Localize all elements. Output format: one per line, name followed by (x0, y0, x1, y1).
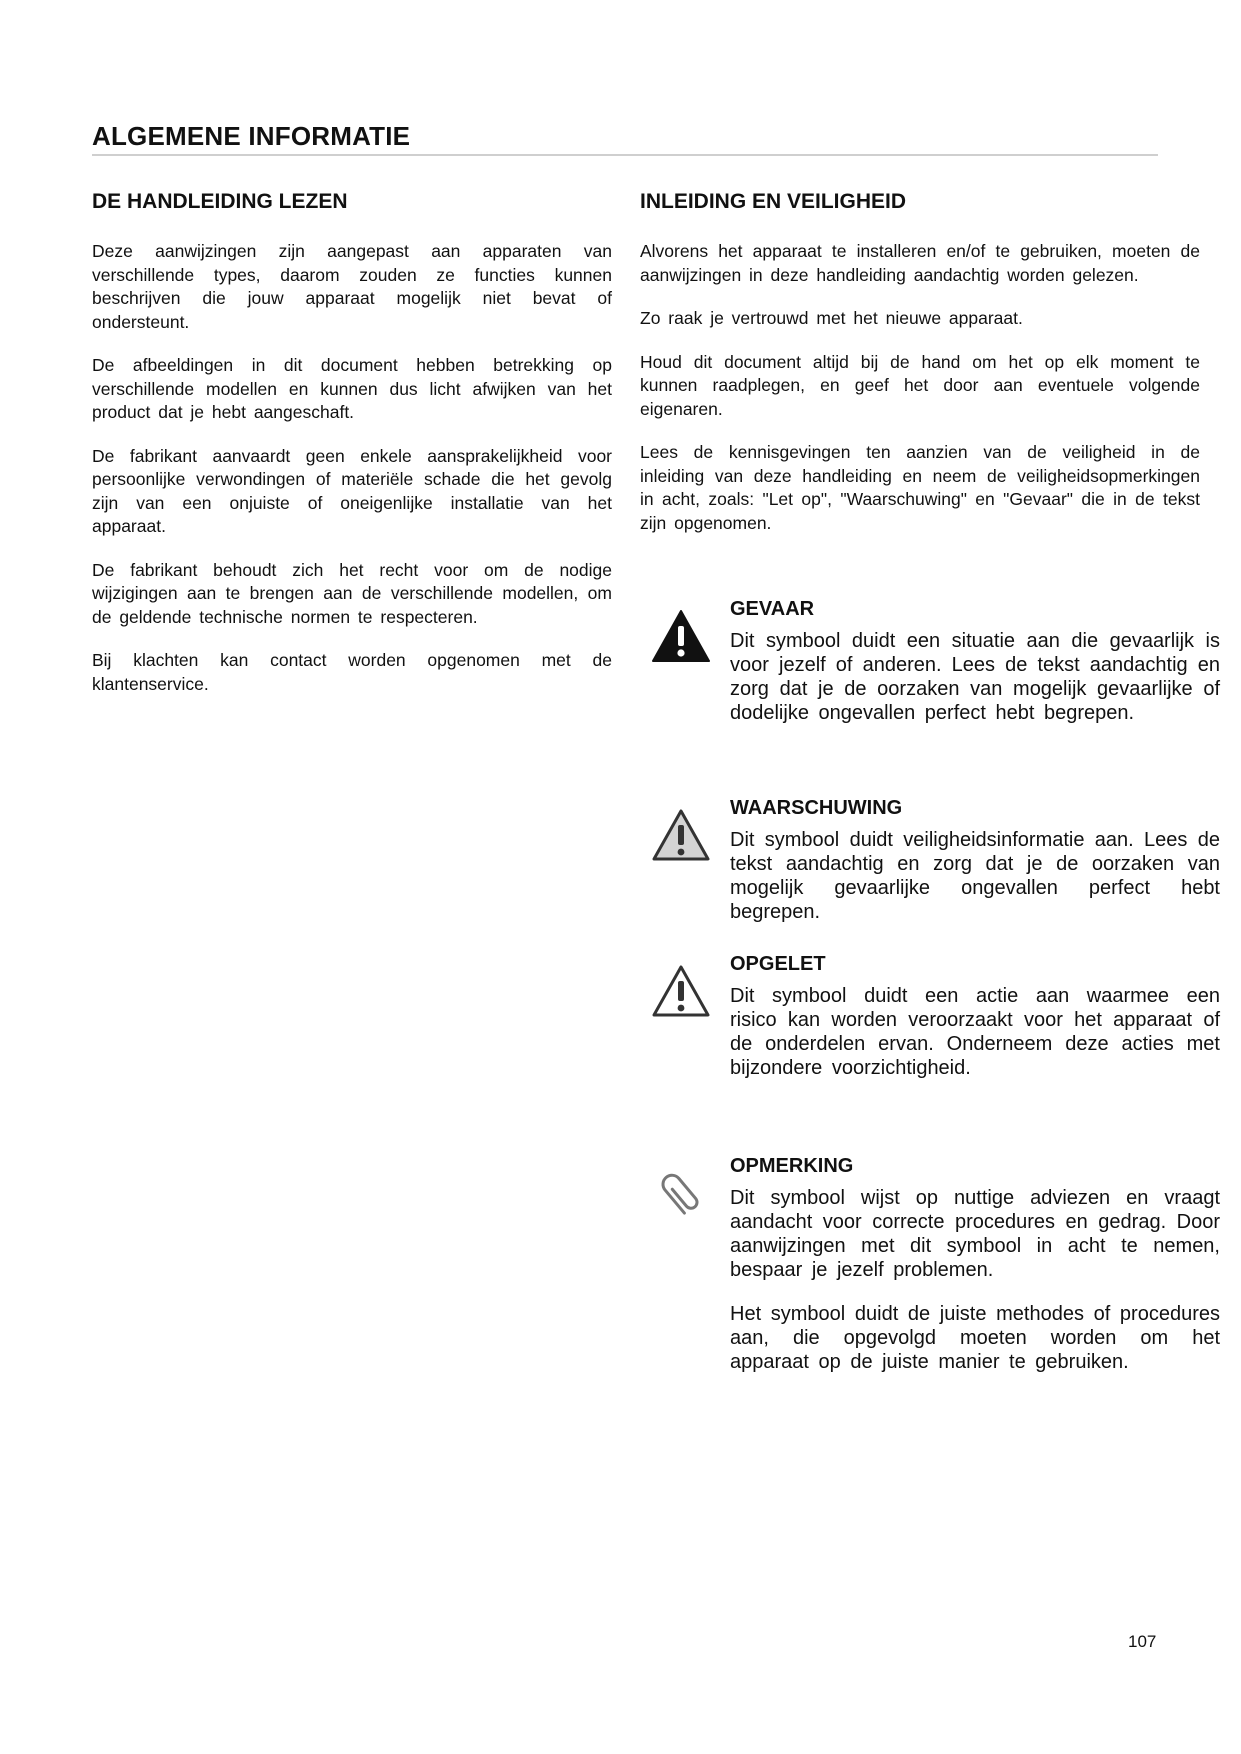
paragraph: De fabrikant aanvaardt geen enkele aansprakelijkheid voor persoonlijke verwondingen of materiële schade die het gevolg zijn van een onjuiste of oneigenlijke installatie van het apparaat. (92, 445, 612, 536)
notice-text: Dit symbool wijst op nuttige adviezen en vraagt aandacht voor correcte procedures en gedrag. Door aanwijzingen met dit symbool in acht te nemen, bespaar je jezelf problemen. (730, 1187, 1220, 1281)
title-divider (92, 154, 1158, 156)
paragraph: De afbeeldingen in dit document hebben betrekking op verschillende modellen en kunnen dus licht afwijken van het product dat je hebt aangeschaft. (92, 355, 612, 422)
section-heading-manual: DE HANDLEIDING LEZEN (92, 190, 348, 213)
notice-title: OPMERKING (730, 1155, 854, 1177)
section-heading-safety: INLEIDING EN VEILIGHEID (640, 190, 907, 213)
paragraph: Deze aanwijzingen zijn aangepast aan apparaten van verschillende types, daarom zouden ze functies kunnen beschrijven die jouw apparaat mogelijk niet bevat of ondersteunt. (92, 241, 612, 332)
paragraph: Bij klachten kan contact worden opgenomen met de klantenservice. (92, 650, 612, 694)
notice-text: Het symbool duidt de juiste methodes of procedures aan, die opgevolgd moeten worden om het apparaat op de juiste manier te gebruiken. (730, 1303, 1220, 1373)
caution-triangle-icon (650, 963, 712, 1019)
notice-text: Dit symbool duidt veiligheidsinformatie aan. Lees de tekst aandachtig en zorg dat je de oorzaken van mogelijk gevaarlijke ongevallen perfect hebt begrepen. (730, 829, 1220, 923)
left-column (92, 190, 612, 716)
notice-title: OPGELET (730, 953, 826, 975)
paragraph: Zo raak je vertrouwd met het nieuwe apparaat. (640, 308, 1023, 328)
paragraph: De fabrikant behoudt zich het recht voor om de nodige wijzigingen aan te brengen aan de verschillende modellen, om de geldende technische normen te respecteren. (92, 559, 612, 627)
right-column (640, 190, 1200, 555)
page-number: 107 (1128, 1632, 1157, 1651)
paragraph: Houd dit document altijd bij de hand om het op elk moment te kunnen raadplegen, en geef het door aan eventuele volgende eigenaren. (640, 351, 1200, 419)
notice-text: Dit symbool duidt een actie aan waarmee een risico kan worden veroorzaakt voor het apparaat of de onderdelen ervan. Onderneem deze acties met bijzondere voorzichtigheid. (730, 985, 1220, 1079)
page-title: ALGEMENE INFORMATIE (92, 121, 411, 152)
warning-triangle-icon (650, 807, 712, 863)
paragraph: Alvorens het apparaat te installeren en/of te gebruiken, moeten de aanwijzingen in deze handleiding aandachtig worden gelezen. (640, 241, 1200, 285)
notice-text: Dit symbool duidt een situatie aan die gevaarlijk is voor jezelf of anderen. Lees de tekst aandachtig en zorg dat je de oorzaken van mogelijk gevaarlijke of dodelijke ongevallen perfect hebt begrepen. (730, 630, 1220, 724)
notice-title: GEVAAR (730, 598, 815, 620)
danger-triangle-icon (650, 608, 712, 664)
notice-title: WAARSCHUWING (730, 797, 903, 819)
paragraph: Lees de kennisgevingen ten aanzien van de veiligheid in de inleiding van deze handleiding en neem de veiligheidsopmerkingen in acht, zoals: "Let op", "Waarschuwing" en "Gevaar" die in de tekst zijn opgenomen. (640, 442, 1200, 533)
paperclip-icon (650, 1167, 712, 1223)
